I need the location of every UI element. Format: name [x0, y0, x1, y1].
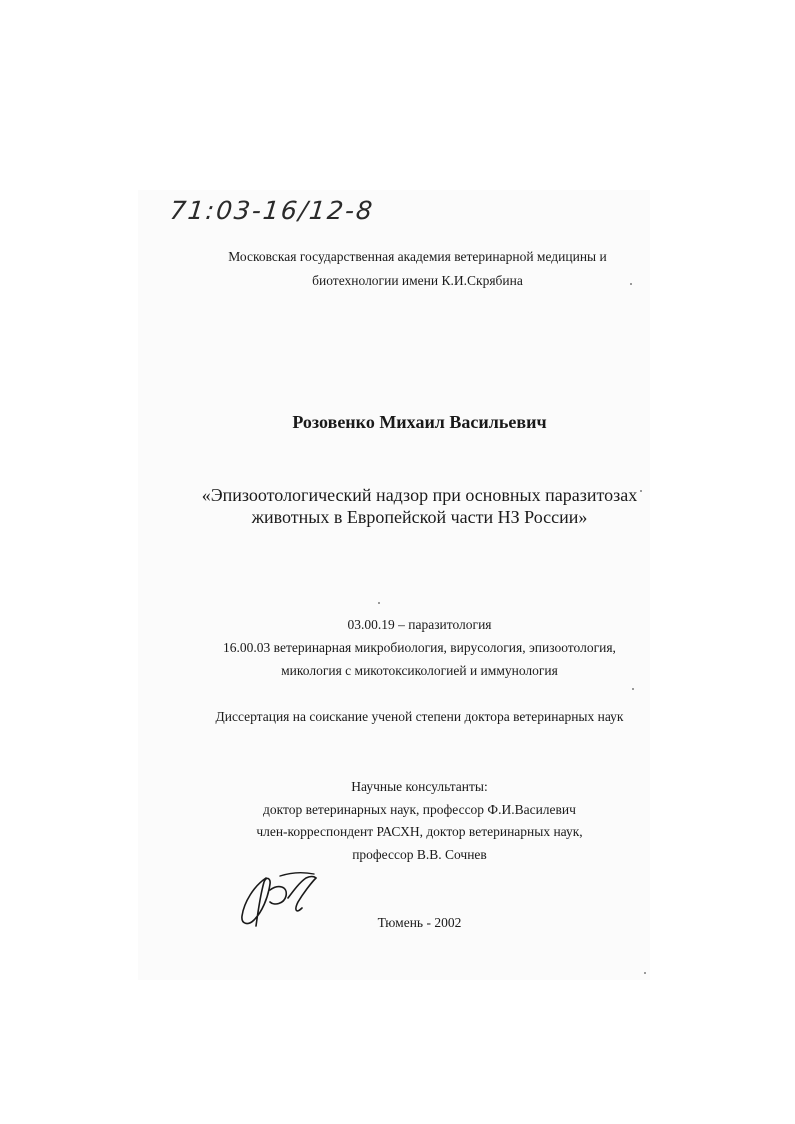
specialty-line-3: микология с микотоксикологией и иммунология	[281, 663, 558, 678]
consultant-line-2: член-корреспондент РАСХН, доктор ветеринарных наук,	[256, 824, 583, 839]
scan-speck	[630, 283, 632, 285]
consultant-line-3: профессор В.В. Сочнев	[352, 847, 487, 862]
scan-speck	[378, 602, 380, 604]
dissertation-title-line-2: животных в Европейской части НЗ России»	[251, 507, 588, 527]
author-name: Розовенко Михаил Васильевич	[292, 412, 547, 432]
consultant-line-1: доктор ветеринарных наук, профессор Ф.И.Василевич	[263, 802, 576, 817]
place-and-year: Тюмень - 2002	[377, 915, 462, 930]
scan-speck	[640, 490, 642, 492]
institution-line-1: Московская государственная академия ветеринарной медицины и	[228, 249, 607, 264]
specialty-line-1: 03.00.19 – паразитология	[347, 617, 492, 632]
dissertation-title-line-1: «Эпизоотологический надзор при основных паразитозах	[201, 485, 638, 505]
scan-speck	[632, 688, 634, 690]
consultants-heading: Научные консультанты:	[351, 779, 488, 794]
degree-statement: Диссертация на соискание ученой степени доктора ветеринарных наук	[215, 709, 624, 724]
institution-line-2: биотехнологии имени К.И.Скрябина	[312, 273, 523, 288]
handwritten-catalog-number: 71:03-16/12-8	[168, 196, 376, 225]
specialty-line-2: 16.00.03 ветеринарная микробиология, вирусология, эпизоотология,	[223, 640, 616, 655]
scan-speck	[644, 972, 646, 974]
